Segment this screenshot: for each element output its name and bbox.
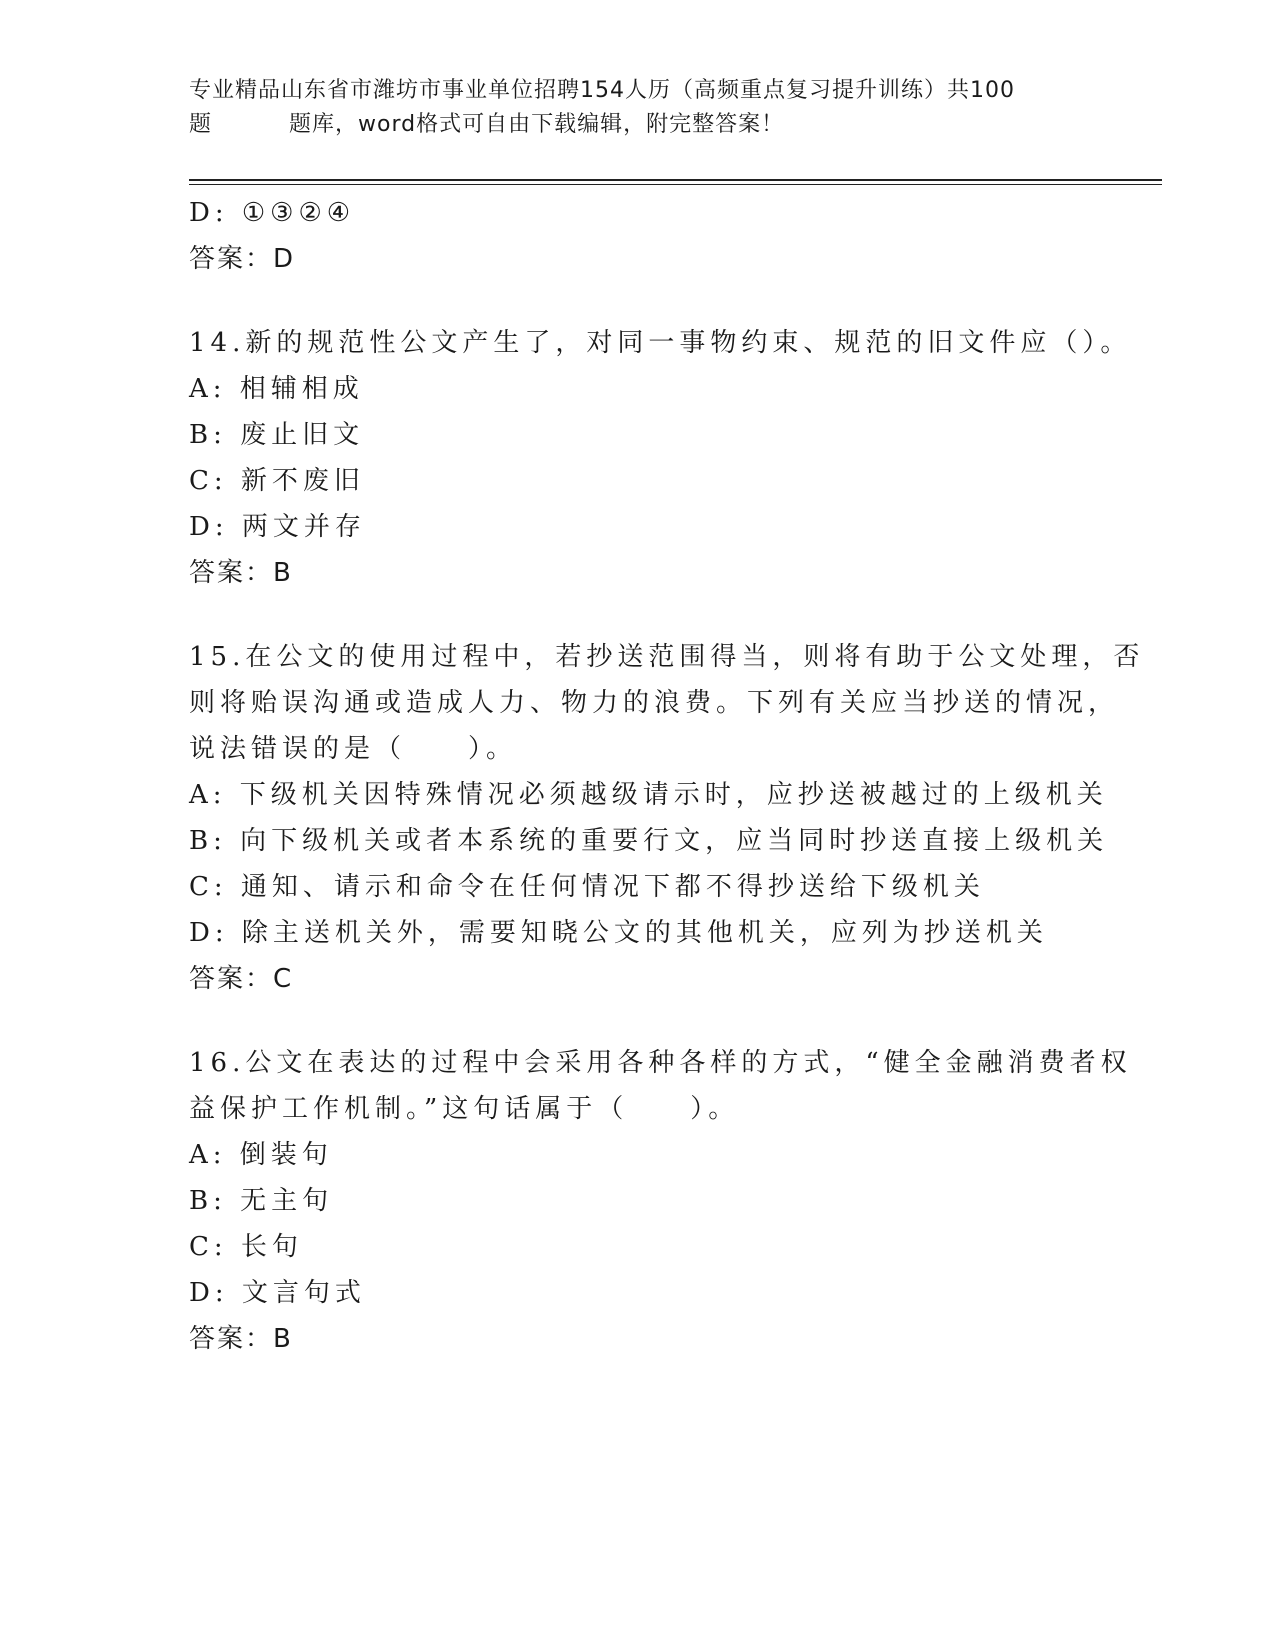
option-c: C: 通知、请示和命令在任何情况下都不得抄送给下级机关 [189,872,985,902]
document-header [189,74,1089,142]
answer: 答案：B [189,1324,293,1354]
question-stem-line: 14.新的规范性公文产生了，对同一事物约束、规范的旧文件应（）。 [189,328,1132,358]
header-line-2 [189,108,1089,142]
question-15 [189,634,1145,1002]
question-14 [189,320,1132,596]
header-divider-thin [189,184,1162,185]
question-stem-line: 16.公文在表达的过程中会采用各种各样的方式，“健全金融消费者权 [189,1048,1132,1078]
header-line-2-prefix: 题 [189,112,213,137]
header-divider-thick [189,179,1162,181]
prev-option-d: D: ①③②④ [189,198,356,228]
question-stem-line: 说法错误的是（ ）。 [189,734,518,764]
answer: 答案：B [189,558,293,588]
option-a: A: 倒装句 [189,1140,333,1170]
question-stem-line: 15.在公文的使用过程中，若抄送范围得当，则将有助于公文处理，否 [189,642,1145,672]
option-b: B: 向下级机关或者本系统的重要行文，应当同时抄送直接上级机关 [189,826,1109,856]
option-d: D: 文言句式 [189,1278,366,1308]
option-a: A: 相辅相成 [189,374,364,404]
option-a: A: 下级机关因特殊情况必须越级请示时，应抄送被越过的上级机关 [189,780,1108,810]
option-c: C: 新不废旧 [189,466,365,496]
option-d: D: 除主送机关外，需要知晓公文的其他机关，应列为抄送机关 [189,918,1048,948]
prev-answer: 答案：D [189,244,296,274]
question-content [189,190,1145,1362]
header-line-2-text: 题库，word格式可自由下载编辑，附完整答案！ [289,112,785,137]
question-16 [189,1040,1132,1362]
option-b: B: 无主句 [189,1186,334,1216]
option-c: C: 长句 [189,1232,303,1262]
question-stem-line: 则将贻误沟通或造成人力、物力的浪费。下列有关应当抄送的情况， [189,688,1120,718]
question-stem-line: 益保护工作机制。”这句话属于（ ）。 [189,1094,740,1124]
answer: 答案：C [189,964,294,994]
header-line-1: 专业精品山东省市潍坊市事业单位招聘154人历（高频重点复习提升训练）共100 [189,78,1015,103]
option-b: B: 废止旧文 [189,420,365,450]
option-d: D: 两文并存 [189,512,366,542]
